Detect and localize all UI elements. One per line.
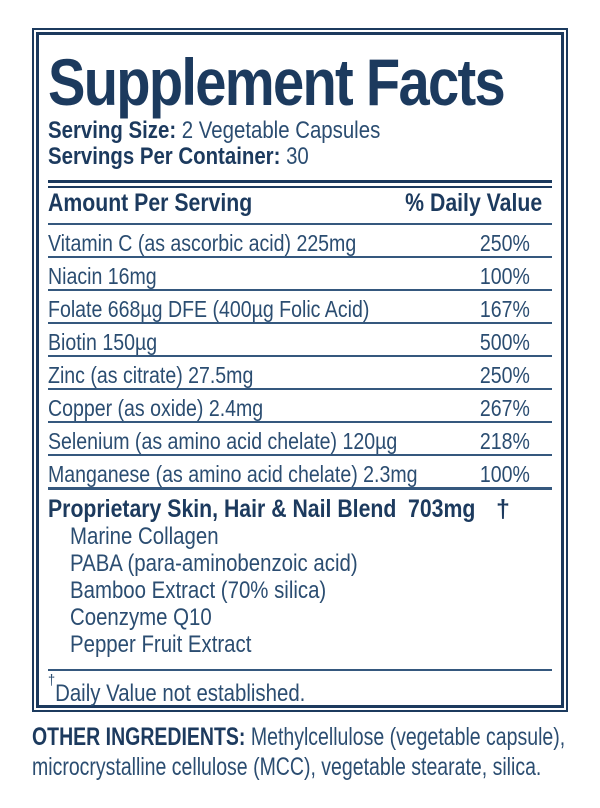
nutrient-row — [48, 456, 552, 490]
supplement-facts-inner-border — [36, 32, 564, 708]
servings-per-container-line — [48, 144, 552, 170]
blend-ingredient-text: PABA (para-aminobenzoic acid) — [70, 550, 358, 577]
nutrient-row — [48, 324, 552, 357]
other-ingredients-label: OTHER INGREDIENTS: — [32, 723, 246, 751]
nutrient-name: Manganese (as amino acid chelate) 2.3mg — [48, 461, 418, 487]
nutrient-daily-value: 100% — [479, 461, 530, 487]
amount-per-serving-header: Amount Per Serving — [48, 189, 253, 217]
panel-title-text: Supplement Facts — [48, 45, 504, 119]
proprietary-blend-amount: 703mg — [408, 495, 476, 523]
blend-ingredient — [48, 550, 552, 577]
blend-ingredient — [48, 604, 552, 631]
table-header-row — [48, 188, 552, 225]
blend-ingredient-text: Marine Collagen — [70, 523, 219, 550]
proprietary-blend-name: Proprietary Skin, Hair & Nail Blend — [48, 495, 397, 523]
servings-per-container-label: Servings Per Container: — [48, 143, 281, 170]
nutrient-name: Zinc (as citrate) 27.5mg — [48, 362, 254, 388]
panel-title — [48, 45, 552, 119]
nutrient-row — [48, 291, 552, 324]
nutrient-name: Niacin 16mg — [48, 263, 157, 289]
nutrient-row — [48, 423, 552, 456]
footnote — [48, 671, 552, 707]
nutrient-name: Folate 668µg DFE (400µg Folic Acid) — [48, 296, 370, 322]
daily-value-header: % Daily Value — [404, 189, 542, 217]
nutrient-row — [48, 258, 552, 291]
serving-size-label: Serving Size: — [48, 117, 177, 144]
supplement-facts-panel — [32, 28, 568, 712]
nutrient-daily-value: 167% — [479, 296, 530, 322]
nutrient-daily-value: 267% — [479, 395, 530, 421]
nutrient-name: Copper (as oxide) 2.4mg — [48, 395, 264, 421]
servings-per-container-value: 30 — [286, 143, 309, 170]
serving-size-line — [48, 118, 552, 144]
serving-size-value: 2 Vegetable Capsules — [181, 117, 381, 144]
nutrient-row — [48, 357, 552, 390]
nutrient-row — [48, 390, 552, 423]
blend-ingredient-list — [48, 523, 552, 658]
nutrient-daily-value: 250% — [479, 362, 530, 388]
other-ingredients-line2: microcrystalline cellulose (MCC), vegetable stearate, silica. — [32, 753, 542, 781]
blend-ingredient-text: Pepper Fruit Extract — [70, 631, 252, 658]
blend-ingredient — [48, 577, 552, 604]
nutrient-rows — [48, 225, 552, 490]
blend-ingredient-text: Bamboo Extract (70% silica) — [70, 577, 327, 604]
footnote-dagger: † — [48, 672, 56, 689]
nutrient-daily-value: 250% — [479, 230, 530, 256]
proprietary-blend-dagger: † — [496, 495, 510, 523]
blend-ingredient — [48, 523, 552, 550]
other-ingredients — [32, 722, 592, 782]
nutrient-name: Biotin 150µg — [48, 329, 158, 355]
proprietary-blend-row — [48, 490, 552, 523]
nutrient-name: Vitamin C (as ascorbic acid) 225mg — [48, 230, 357, 256]
nutrient-daily-value: 218% — [479, 428, 530, 454]
nutrient-daily-value: 500% — [479, 329, 530, 355]
thick-divider-bar — [48, 180, 552, 188]
footnote-text: Daily Value not established. — [55, 680, 306, 707]
nutrient-row — [48, 225, 552, 258]
blend-ingredient-text: Coenzyme Q10 — [70, 604, 212, 631]
nutrient-name: Selenium (as amino acid chelate) 120µg — [48, 428, 398, 454]
blend-ingredient — [48, 631, 552, 658]
nutrient-daily-value: 100% — [479, 263, 530, 289]
other-ingredients-line1: Methylcellulose (vegetable capsule), — [250, 723, 566, 751]
